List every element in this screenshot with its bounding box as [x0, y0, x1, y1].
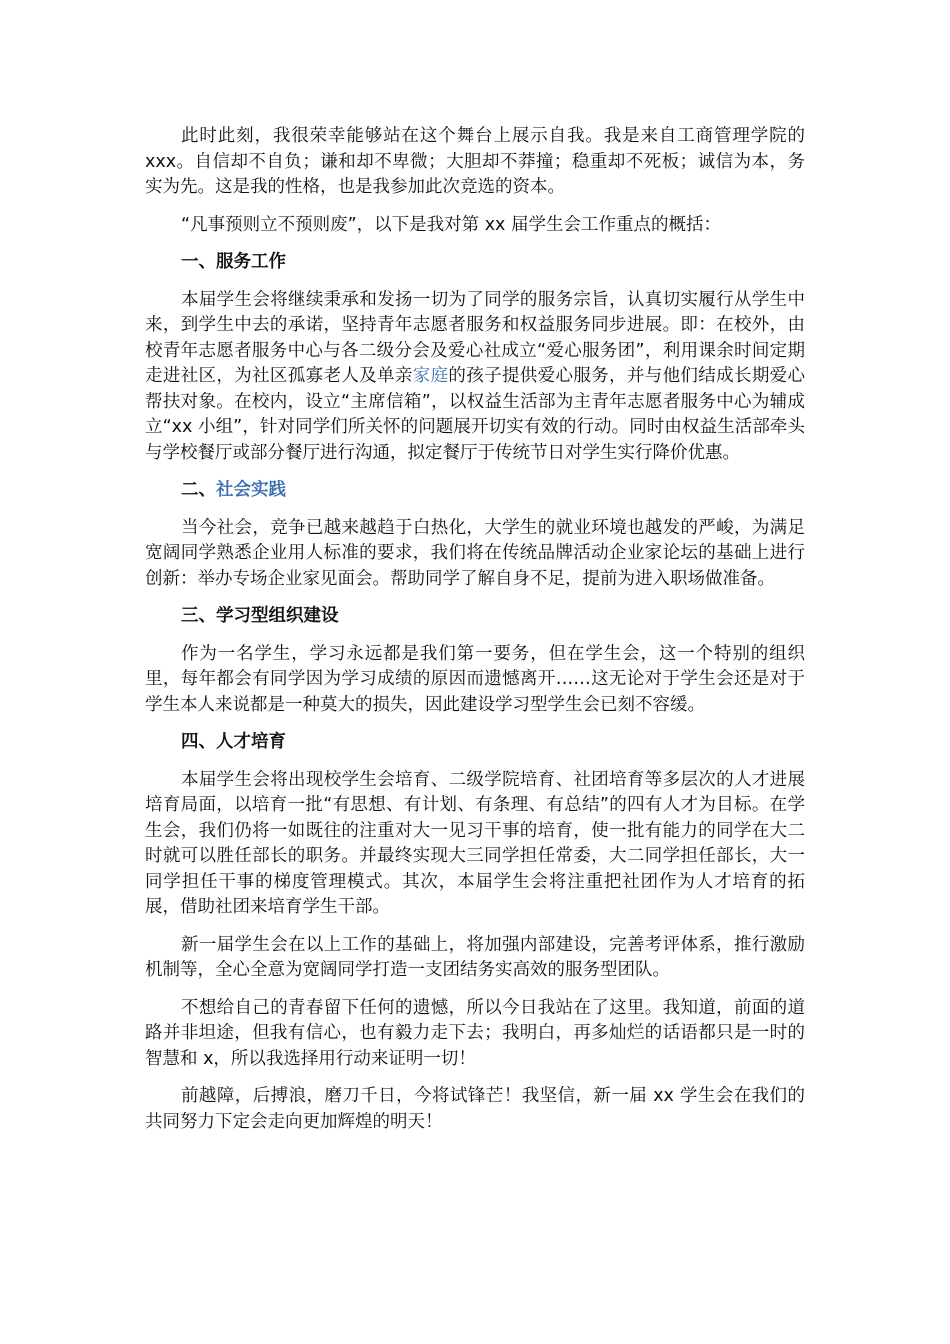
overview-paragraph: “凡事预则立不预则废”，以下是我对第 xx 届学生会工作重点的概括： [181, 214, 721, 235]
closing-paragraph-2: 不想给自己的青春留下任何的遗憾，所以今日我站在了这里。我知道，前面的道路并非坦途，但我有信心，也有毅力走下去；我明白，再多灿烂的话语都只是一时的智慧和 x，所以我选择用行动来证明一切！ [145, 997, 805, 1069]
section-body-service [145, 288, 805, 467]
section-body-talent: 本届学生会将出现校学生会培育、二级学院培育、社团培育等多层次的人才进展培育局面，以培育一批“有思想、有计划、有条理、有总结”的四有人才为目标。在学生会，我们仍将一如既往的注重对大一见习干事的培育，使一批有能力的同学在大二时就可以胜任部长的职务。并最终实现大三同学担任常委，大二同学担任部长，大一同学担任干事的梯度管理模式。其次，本届学生会将注重把社团作为人才培育的拓展，借助社团来培育学生干部。 [145, 769, 805, 917]
service-text-before: 本届学生会将继续秉承和发扬一切为了同学的服务宗旨，认真切实履行从学生中来，到学生中去的承诺，坚持青年志愿者服务和权益服务同步进展。即：在校外，由校青年志愿者服务中心与各二级分会及爱心社成立“爱心服务团”，利用课余时间定期走进社区，为社区孤寡老人及单亲 [145, 289, 805, 386]
section-body-practice: 当今社会，竞争已越来越趋于白热化，大学生的就业环境也越发的严峻，为满足宽阔同学熟悉企业用人标准的要求，我们将在传统品牌活动企业家论坛的基础上进行创新：举办专场企业家见面会。帮助同学了解自身不足，提前为进入职场做准备。 [145, 517, 805, 589]
practice-heading-prefix: 二、 [181, 480, 216, 500]
closing-paragraph-3: 前越障，后搏浪，磨刀千日，今将试锋芒！我坚信，新一届 xx 学生会在我们的共同努力下定会走向更加辉煌的明天！ [145, 1086, 805, 1132]
document-body [145, 124, 805, 1147]
family-link[interactable]: 家庭 [412, 366, 449, 386]
intro-paragraph: 此时此刻，我很荣幸能够站在这个舞台上展示自我。我是来自工商管理学院的 xxx。自信却不自负；谦和却不卑微；大胆却不莽撞；稳重却不死板；诚信为本，务实为先。这是我的性格，也是我参加此次竞选的资本。 [145, 126, 805, 197]
section-heading-talent: 四、人才培育 [181, 732, 286, 752]
closing-paragraph-1: 新一届学生会在以上工作的基础上，将加强内部建设，完善考评体系，推行激励机制等，全心全意为宽阔同学打造一支团结务实高效的服务型团队。 [145, 934, 805, 980]
social-practice-link[interactable]: 社会实践 [216, 480, 286, 500]
section-heading-practice [145, 478, 805, 504]
section-body-learning: 作为一名学生，学习永远都是我们第一要务，但在学生会，这一个特别的组织里，每年都会有同学因为学习成绩的原因而遗憾离开……这无论对于学生会还是对于学生本人来说都是一种莫大的损失，因此建设学习型学生会已刻不容缓。 [145, 643, 805, 715]
section-heading-service: 一、服务工作 [181, 252, 286, 272]
section-heading-learning: 三、学习型组织建设 [181, 606, 339, 626]
service-text-after: 的孩子提供爱心服务，并与他们结成长期爱心帮扶对象。在校内，设立“主席信箱”，以权益生活部为主青年志愿者服务中心为辅成立“xx 小组”，针对同学们所关怀的问题展开切实有效的行动。同时由权益生活部牵头与学校餐厅或部分餐厅进行沟通，拟定餐厅于传统节日对学生实行降价优惠。 [145, 366, 806, 463]
